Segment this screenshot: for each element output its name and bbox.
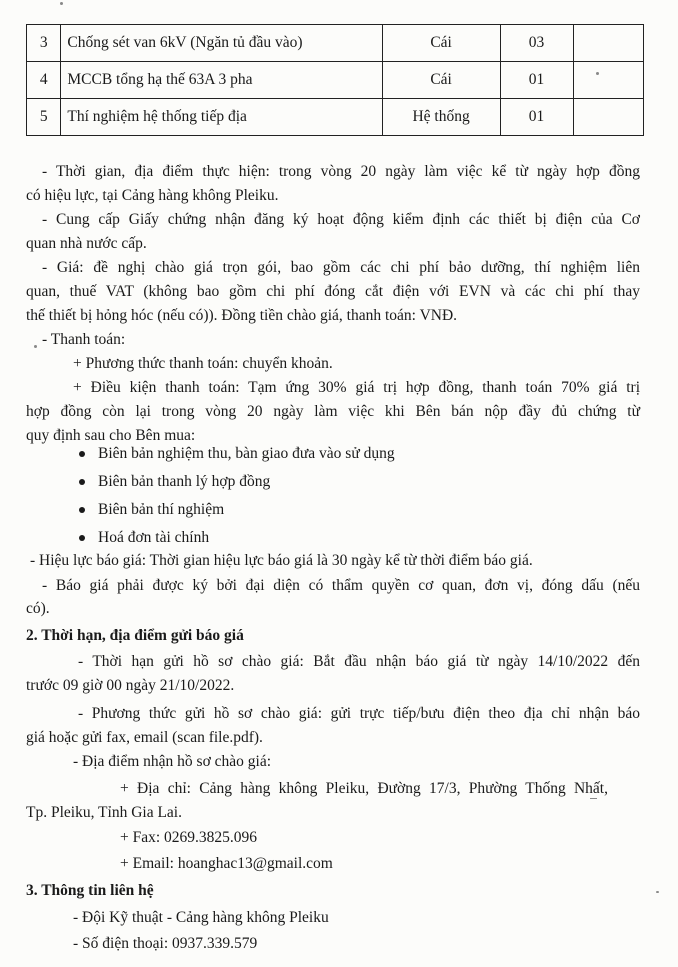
line-fax: + Fax: 0269.3825.096 [120, 829, 258, 846]
line-deadline-2: trước 09 giờ 00 ngày 21/10/2022. [26, 677, 235, 694]
item-name: MCCB tổng hạ thế 63A 3 pha [61, 62, 382, 99]
item-note [573, 25, 643, 62]
line-signature-1: - Báo giá phải được ký bởi đại diện có thẩm quyền cơ quan, đơn vị, đóng dấu (nếu [42, 577, 640, 594]
row-number: 3 [27, 25, 61, 62]
line-email: + Email: hoanghac13@gmail.com [120, 855, 333, 872]
line-signature-2: có). [26, 600, 50, 617]
bullet-dot [79, 451, 85, 457]
line-method-1: - Phương thức gửi hồ sơ chào giá: gửi trực tiếp/bưu điện theo địa chỉ nhận báo [78, 705, 640, 722]
line-method-2: giá hoặc gửi fax, email (scan file.pdf). [26, 729, 263, 746]
item-note [573, 62, 643, 99]
bullet-item-1: Biên bản nghiệm thu, bàn giao đưa vào sử dụng [98, 445, 395, 462]
bullet-item-4: Hoá đơn tài chính [98, 529, 210, 546]
item-unit: Hệ thống [382, 99, 500, 136]
line-address-2: Tp. Pleiku, Tỉnh Gia Lai. [26, 804, 182, 821]
line-validity: - Hiệu lực báo giá: Thời gian hiệu lực báo giá là 30 ngày kể từ thời điểm báo giá. [30, 552, 533, 569]
item-unit: Cái [382, 62, 500, 99]
scan-speck [60, 2, 63, 5]
scan-speck [656, 891, 659, 893]
line-price-2: quan, thuế VAT (không bao gồm chi phí đóng cắt điện với EVN và các chi phí thay [26, 283, 640, 300]
bullet-dot [79, 479, 85, 485]
item-name: Thí nghiệm hệ thống tiếp địa [61, 99, 382, 136]
line-payment-method: + Phương thức thanh toán: chuyển khoản. [73, 355, 333, 372]
bullet-dot [79, 507, 85, 513]
section-2-heading: 2. Thời hạn, địa điểm gửi báo giá [26, 627, 244, 644]
line-payment-title: - Thanh toán: [42, 331, 126, 348]
line-certificate-1: - Cung cấp Giấy chứng nhận đăng ký hoạt động kiểm định các thiết bị điện của Cơ [42, 211, 640, 228]
item-note [573, 99, 643, 136]
line-price-1: - Giá: đề nghị chào giá trọn gói, bao gồm các chi phí bảo dưỡng, thí nghiệm liên [42, 259, 640, 276]
line-payment-terms-1: + Điều kiện thanh toán: Tạm ứng 30% giá trị hợp đồng, thanh toán 70% giá trị [73, 379, 640, 396]
item-name: Chống sét van 6kV (Ngăn tủ đầu vào) [61, 25, 382, 62]
item-unit: Cái [382, 25, 500, 62]
table-row [27, 99, 644, 136]
items-table [26, 24, 644, 136]
line-contact-phone: - Số điện thoại: 0937.339.579 [73, 935, 258, 952]
line-deadline-1: - Thời hạn gửi hồ sơ chào giá: Bắt đầu nhận báo giá từ ngày 14/10/2022 đến [78, 653, 640, 670]
line-address-1: + Địa chỉ: Cảng hàng không Pleiku, Đường 17/3, Phường Thống Nhất, [120, 780, 608, 797]
row-number: 4 [27, 62, 61, 99]
line-contact-dept: - Đội Kỹ thuật - Cảng hàng không Pleiku [73, 909, 329, 926]
line-time-place-1: - Thời gian, địa điểm thực hiện: trong vòng 20 ngày làm việc kể từ ngày hợp đồng [42, 163, 640, 180]
bullet-dot [79, 535, 85, 541]
scan-speck [596, 72, 599, 75]
table-row [27, 25, 644, 62]
bullet-item-3: Biên bản thí nghiệm [98, 501, 225, 518]
line-place-title: - Địa điểm nhận hồ sơ chào giá: [73, 753, 272, 770]
item-quantity: 03 [500, 25, 573, 62]
scan-speck [590, 798, 597, 799]
line-payment-terms-3: quy định sau cho Bên mua: [26, 427, 196, 444]
line-price-3: thế thiết bị hỏng hóc (nếu có)). Đồng tiền chào giá, thanh toán: VNĐ. [26, 307, 458, 324]
line-payment-terms-2: hợp đồng còn lại trong vòng 20 ngày làm việc khi Bên bán nộp đầy đủ chứng từ [26, 403, 640, 420]
row-number: 5 [27, 99, 61, 136]
table-row [27, 62, 644, 99]
item-quantity: 01 [500, 99, 573, 136]
bullet-item-2: Biên bản thanh lý hợp đồng [98, 473, 271, 490]
scan-speck [34, 345, 37, 348]
section-3-heading: 3. Thông tin liên hệ [26, 882, 154, 899]
item-quantity: 01 [500, 62, 573, 99]
line-time-place-2: có hiệu lực, tại Cảng hàng không Pleiku. [26, 187, 279, 204]
line-certificate-2: quan nhà nước cấp. [26, 235, 147, 252]
